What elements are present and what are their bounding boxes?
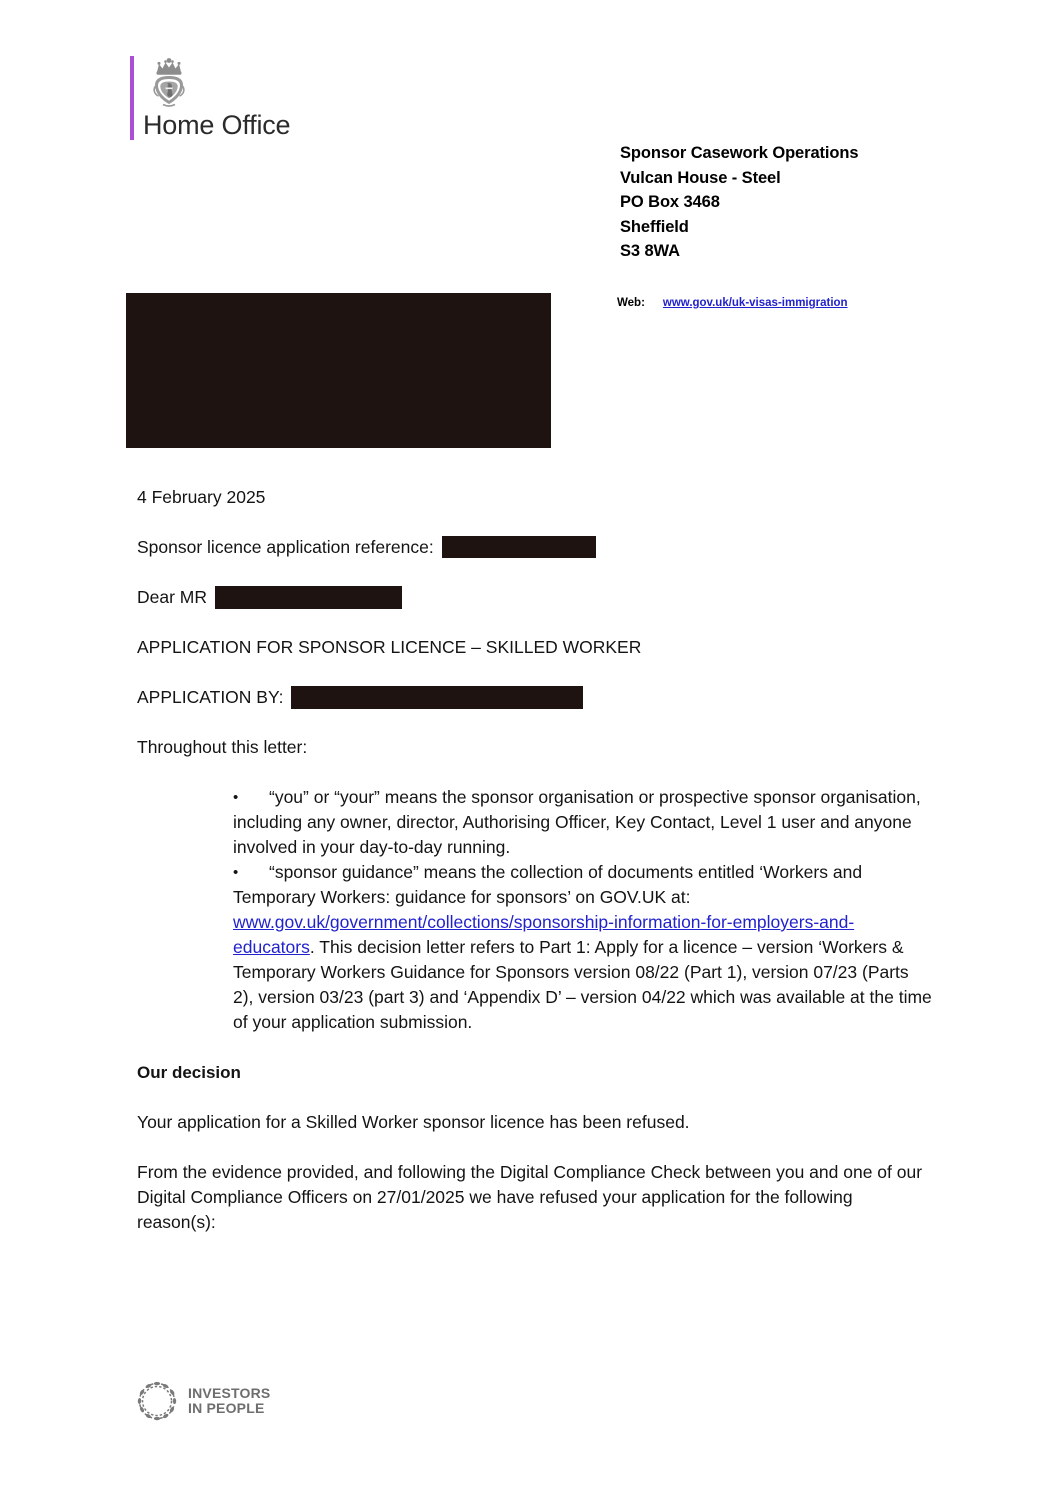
home-office-logo xyxy=(143,56,290,140)
home-office-accent-bar xyxy=(130,56,134,140)
application-by-row xyxy=(137,685,927,710)
letter-subject: APPLICATION FOR SPONSOR LICENCE – SKILLED WORKER xyxy=(137,637,642,657)
address-line-4: Sheffield xyxy=(620,217,689,236)
salutation-row xyxy=(137,585,927,610)
definition-sponsor-guidance xyxy=(233,860,933,1035)
iip-line-2: IN PEOPLE xyxy=(188,1400,265,1416)
bullet-point-icon: • xyxy=(233,864,239,881)
redacted-reference-value xyxy=(442,536,596,558)
investors-in-people-wreath-icon xyxy=(134,1378,180,1424)
letter-body xyxy=(137,485,932,1235)
application-reference-row xyxy=(137,535,927,560)
our-decision-heading: Our decision xyxy=(137,1063,241,1082)
web-address-row xyxy=(617,297,848,309)
address-line-3: PO Box 3468 xyxy=(620,193,720,211)
refusal-reason-intro: From the evidence provided, and following the Digital Compliance Check between you and one of our Digital Compliance Officers on 27/01/2025 we have refused your application for the following reason(s): xyxy=(137,1162,923,1232)
redacted-recipient-address-block xyxy=(126,293,551,448)
address-line-1: Sponsor Casework Operations xyxy=(620,144,859,162)
definitions-intro: Throughout this letter: xyxy=(137,737,308,757)
definition-you: “you” or “your” means the sponsor organisation or prospective sponsor organisation, including any owner, director, Authorising Officer, Key Contact, Level 1 user and anyone involved in your day-to-day running. xyxy=(233,787,921,857)
sponsorship-collections-link[interactable]: www.gov.uk/government/collections/sponsorship-information-for-employers-and-educators xyxy=(233,912,855,957)
investors-in-people-logo xyxy=(134,1378,270,1424)
letterhead xyxy=(130,56,290,140)
definition-sponsor-guidance-intro: “sponsor guidance” means the collection of documents entitled ‘Workers and Temporary Workers: guidance for sponsors’ on GOV.UK at: xyxy=(233,862,863,907)
decision-statement: Your application for a Skilled Worker sponsor licence has been refused. xyxy=(137,1112,690,1132)
address-line-2: Vulcan House - Steel xyxy=(620,168,781,187)
application-by-label: APPLICATION BY: xyxy=(137,687,284,707)
redacted-recipient-name xyxy=(215,586,402,609)
address-line-5: S3 8WA xyxy=(620,242,680,260)
letter-date: 4 February 2025 xyxy=(137,487,266,507)
investors-in-people-text xyxy=(188,1386,270,1416)
home-office-wordmark: Home Office xyxy=(143,110,291,140)
royal-crest-icon xyxy=(147,56,191,108)
redacted-applicant-name xyxy=(291,686,583,709)
application-reference-label: Sponsor licence application reference: xyxy=(137,537,434,557)
iip-line-1: INVESTORS xyxy=(188,1385,271,1401)
gov-uk-visas-link[interactable]: www.gov.uk/uk-visas-immigration xyxy=(662,297,848,309)
definitions-list xyxy=(233,785,933,1035)
salutation-label: Dear MR xyxy=(137,587,208,607)
definition-sponsor-guidance-versions: . This decision letter refers to Part 1: Apply for a licence – version ‘Workers & Temporary Workers Guidance for Sponsors version 08/22 (Part 1), version 07/23 (Parts 2), version 03/23 (part 3) and ‘Appendix D’ – version 04/22 which was available at the time of your application submission. xyxy=(233,937,932,1032)
sender-address-block xyxy=(620,141,858,264)
bullet-point-icon: • xyxy=(233,789,239,806)
web-label: Web: xyxy=(617,297,645,309)
list-item xyxy=(233,860,933,1035)
list-item xyxy=(233,785,933,860)
